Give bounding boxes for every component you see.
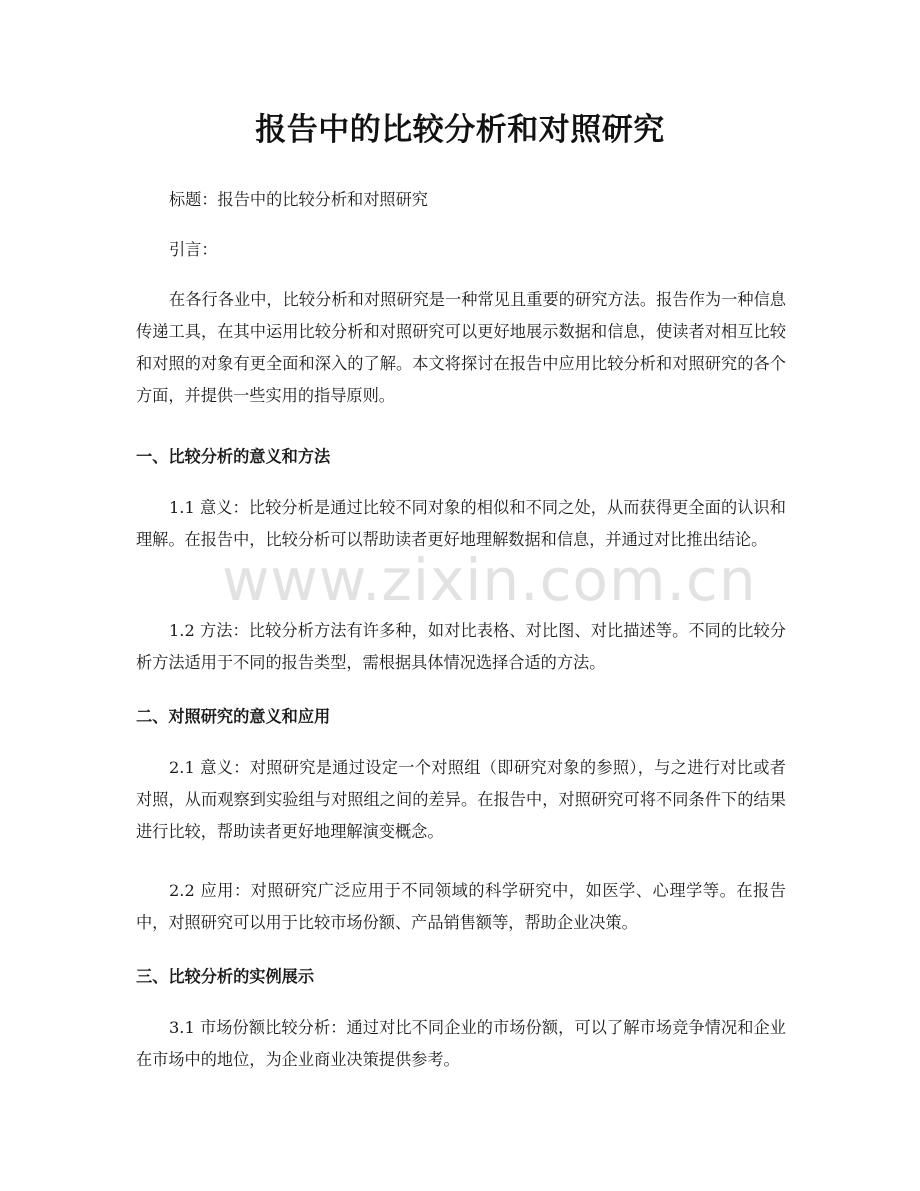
section-heading-1: 一、比较分析的意义和方法 (136, 447, 331, 466)
document-title: 报告中的比较分析和对照研究 (255, 112, 665, 148)
site-watermark: www.zixin.com.cn (222, 546, 757, 614)
section-1-paragraph-1: 1.1 意义：比较分析是通过比较不同对象的相似和不同之处，从而获得更全面的认识和理解。在报告中，比较分析可以帮助读者更好地理解数据和信息，并通过对比推出结论。 (136, 498, 786, 549)
section-3-paragraph-1: 3.1 市场份额比较分析：通过对比不同企业的市场份额，可以了解市场竞争情况和企业在市场中的地位，为企业商业决策提供参考。 (136, 1018, 786, 1069)
section-1-paragraph-2: 1.2 方法：比较分析方法有许多种，如对比表格、对比图、对比描述等。不同的比较分析方法适用于不同的报告类型，需根据具体情况选择合适的方法。 (136, 621, 786, 672)
section-2-paragraph-1: 2.1 意义：对照研究是通过设定一个对照组（即研究对象的参照），与之进行对比或者对照，从而观察到实验组与对照组之间的差异。在报告中，对照研究可将不同条件下的结果进行比较，帮助读者更好地理解演变概念。 (136, 758, 786, 841)
section-heading-3: 三、比较分析的实例展示 (136, 967, 315, 986)
section-heading-2: 二、对照研究的意义和应用 (136, 707, 331, 726)
intro-paragraph: 在各行各业中，比较分析和对照研究是一种常见且重要的研究方法。报告作为一种信息传递工具，在其中运用比较分析和对照研究可以更好地展示数据和信息，使读者对相互比较和对照的对象有更全面和深入的了解。本文将探讨在报告中应用比较分析和对照研究的各个方面，并提供一些实用的指导原则。 (136, 290, 786, 405)
intro-label: 引言： (169, 240, 218, 259)
section-2-paragraph-2: 2.2 应用：对照研究广泛应用于不同领域的科学研究中，如医学、心理学等。在报告中，对照研究可以用于比较市场份额、产品销售额等，帮助企业决策。 (136, 881, 786, 932)
subtitle-line: 标题：报告中的比较分析和对照研究 (169, 190, 428, 209)
